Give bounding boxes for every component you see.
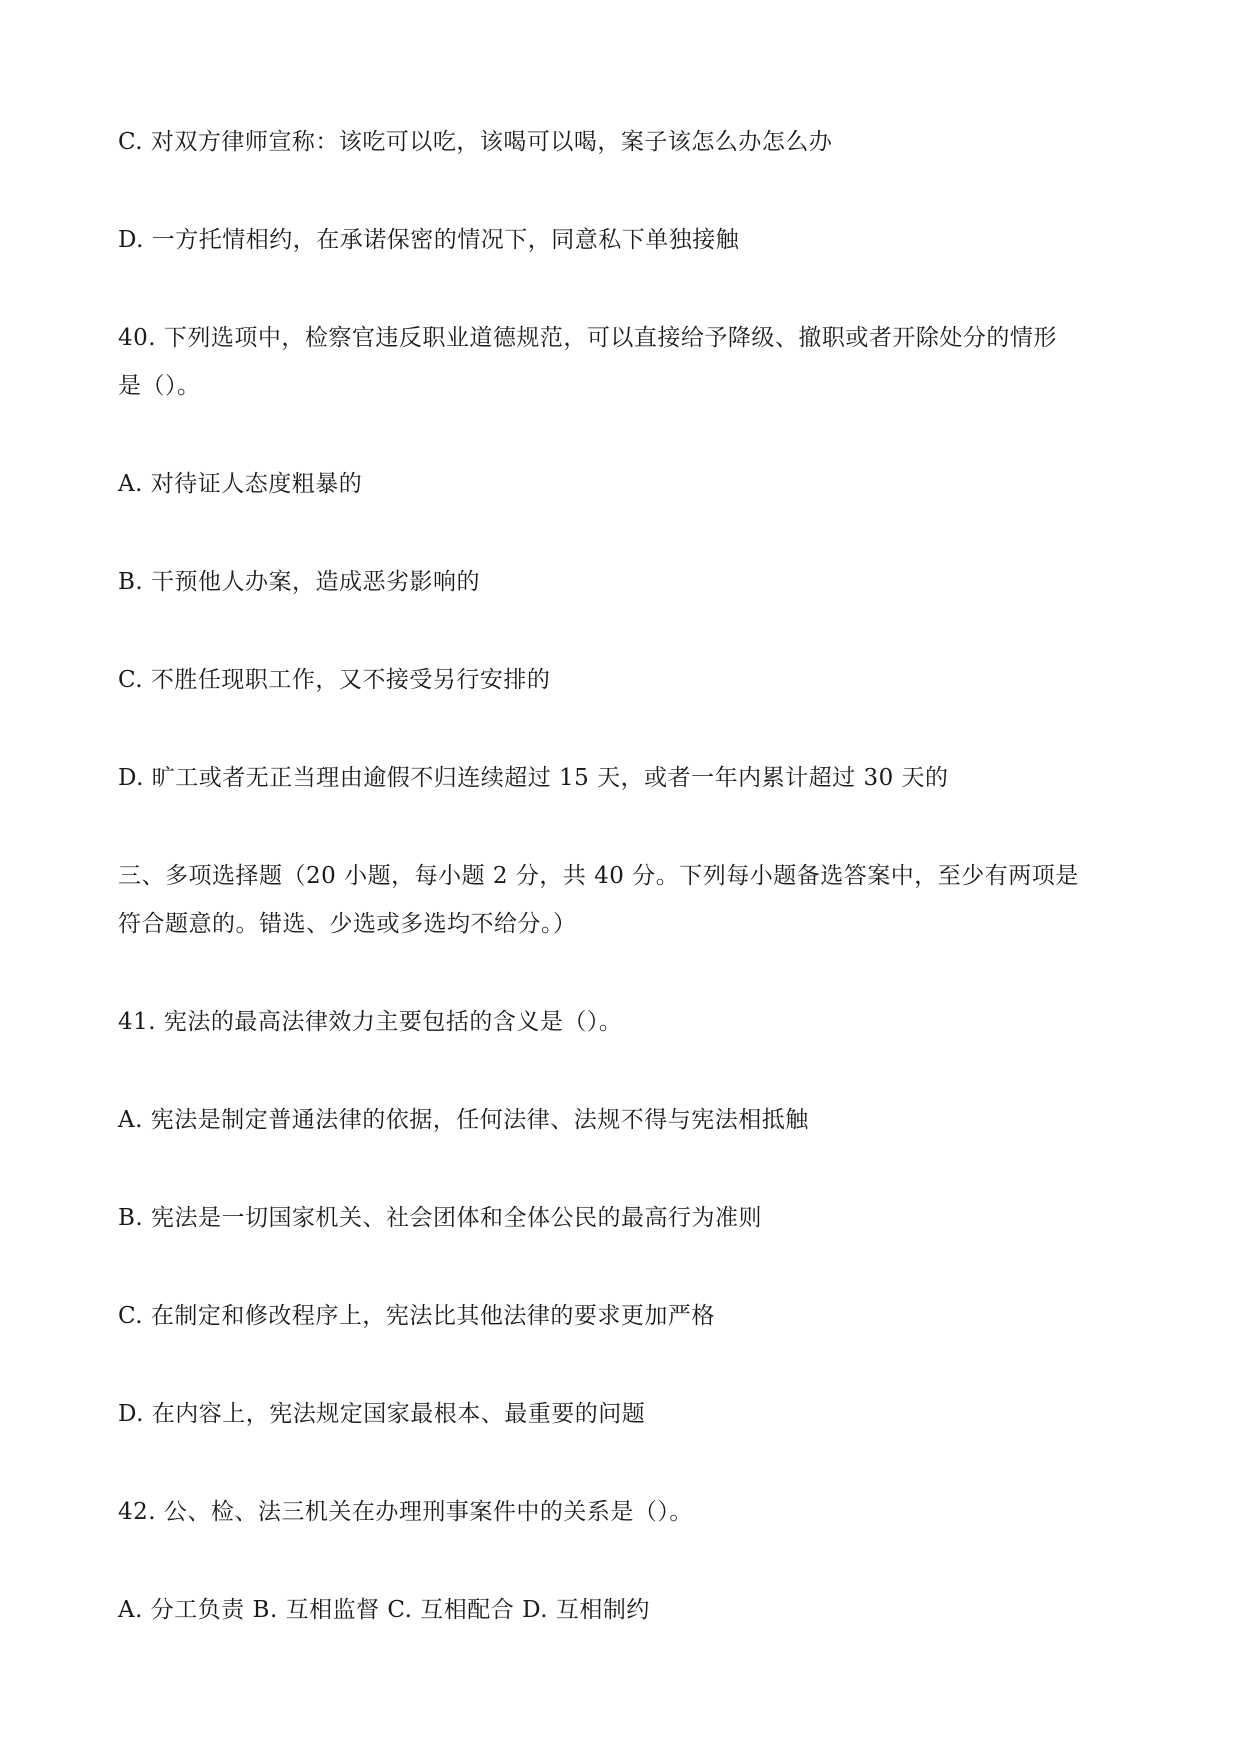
q40-question-line-2: 是（）。 [118, 373, 201, 399]
q41-question: 41. 宪法的最高法律效力主要包括的含义是（）。 [118, 1009, 623, 1035]
q40-option-d: D. 旷工或者无正当理由逾假不归连续超过 15 天，或者一年内累计超过 30 天的 [118, 765, 949, 791]
q42-question: 42. 公、检、法三机关在办理刑事案件中的关系是（）。 [118, 1499, 693, 1525]
q41-option-c: C. 在制定和修改程序上，宪法比其他法律的要求更加严格 [118, 1303, 715, 1329]
q41-option-d: D. 在内容上，宪法规定国家最根本、最重要的问题 [118, 1401, 646, 1427]
q42-options: A. 分工负责 B. 互相监督 C. 互相配合 D. 互相制约 [118, 1597, 650, 1623]
q39-option-c: C. 对双方律师宣称：该吃可以吃，该喝可以喝，案子该怎么办怎么办 [118, 129, 833, 155]
q39-option-d: D. 一方托情相约，在承诺保密的情况下，同意私下单独接触 [118, 227, 740, 253]
q41-option-a: A. 宪法是制定普通法律的依据，任何法律、法规不得与宪法相抵触 [118, 1107, 809, 1133]
q41-option-b: B. 宪法是一切国家机关、社会团体和全体公民的最高行为准则 [118, 1205, 763, 1231]
q40-option-a: A. 对待证人态度粗暴的 [118, 471, 363, 497]
q40-question-line-1: 40. 下列选项中，检察官违反职业道德规范，可以直接给予降级、撤职或者开除处分的情形 [118, 325, 1057, 351]
section-heading-line-2: 符合题意的。错选、少选或多选均不给分。） [118, 911, 577, 937]
q40-option-c: C. 不胜任现职工作，又不接受另行安排的 [118, 667, 551, 693]
section-heading-line-1: 三、多项选择题（20 小题，每小题 2 分，共 40 分。下列每小题备选答案中，至少有两项是 [118, 863, 1079, 889]
q40-option-b: B. 干预他人办案，造成恶劣影响的 [118, 569, 481, 595]
